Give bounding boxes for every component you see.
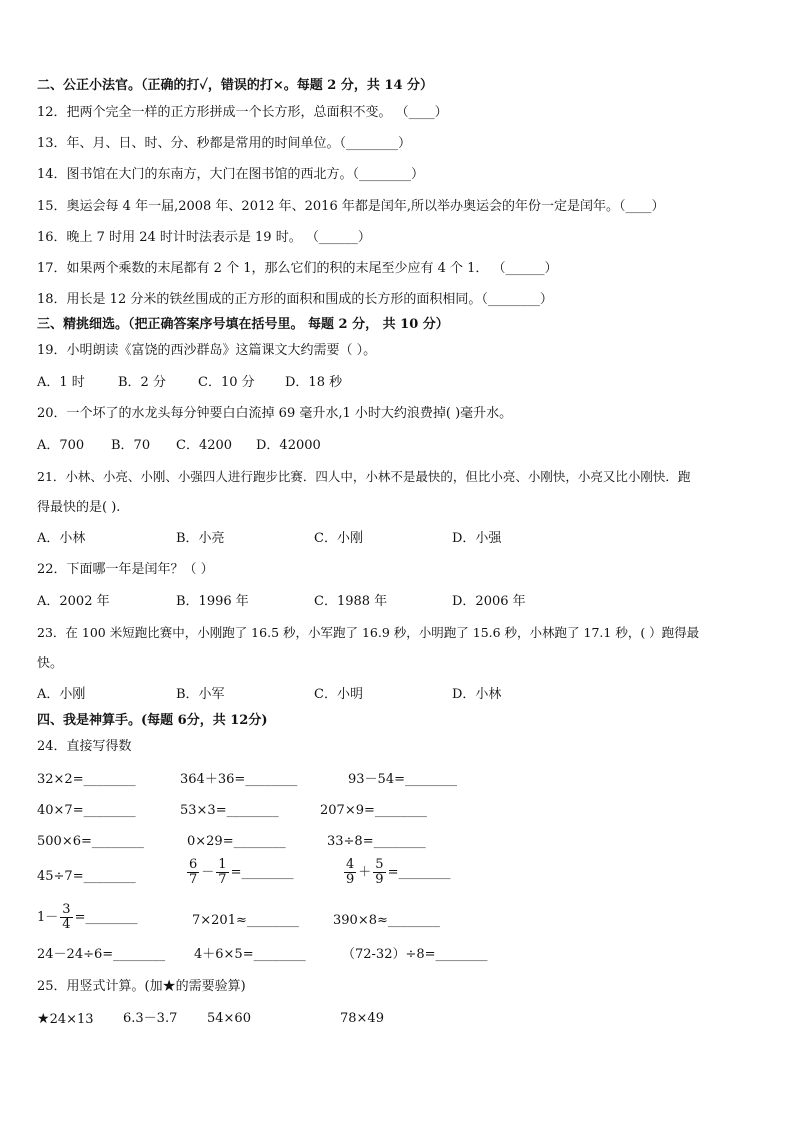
q23-option-d: D．小林: [452, 687, 502, 702]
q22-option-c: C．1988 年: [314, 594, 388, 609]
q19-option-c: C．10 分: [198, 375, 255, 390]
q20-option-d: D．42000: [256, 438, 321, 453]
question-23-line1: 23．在 100 米短跑比赛中，小刚跑了 16.5 秒，小军跑了 16.9 秒，小明跑了 15.6 秒，小林跑了 17.1 秒，( ）跑得最: [37, 625, 700, 640]
question-13: 13．年、月、日、时、分、秒都是常用的时间单位。（________）: [37, 136, 412, 151]
question-12: 12．把两个完全一样的正方形拼成一个长方形，总面积不变。 （____）: [37, 105, 448, 120]
q21-option-b: B．小亮: [176, 531, 225, 546]
section4-title: 四、我是神算手。(每题 6分，共 12分): [37, 713, 268, 728]
question-15: 15．奥运会每 4 年一届,2008 年、2012 年、2016 年都是闰年,所以举办奥运会的年份一定是闰年。（____）: [37, 199, 665, 214]
calc-r5-b: 7×201≈________: [192, 913, 299, 928]
fraction: $\frac{1}{7}$: [218, 857, 227, 887]
question-22: 22．下面哪一年是闰年？（ ）: [37, 562, 214, 577]
question-21-line2: 得最快的是( ).: [37, 500, 121, 515]
vertical-calc-1: ★24×13: [37, 1011, 94, 1027]
q20-option-a: A．700: [37, 438, 85, 453]
q21-option-d: D．小强: [452, 531, 502, 546]
question-21-line1: 21．小林、小亮、小刚、小强四人进行跑步比赛．四人中，小林不是最快的，但比小亮、小刚快，小亮又比小刚快．跑: [37, 469, 691, 484]
star-icon: ★: [37, 1011, 50, 1027]
fraction: $\frac{3}{4}$: [62, 902, 71, 932]
section3-title: 三、精挑细选。（把正确答案序号填在括号里。 每题 2 分， 共 10 分）: [37, 317, 449, 332]
calc-r2-b: 53×3=________: [180, 803, 279, 818]
vertical-calc-2: 6.3－3.7: [123, 1011, 178, 1026]
calc-r5-a: 1－ $\frac{3}{4}$ =________: [37, 902, 138, 932]
calc-r3-c: 33÷8=________: [327, 834, 426, 849]
question-16: 16．晚上 7 时用 24 时计时法表示是 19 时。 （______）: [37, 230, 371, 245]
q20-option-c: C．4200: [176, 438, 233, 453]
fraction: $\frac{4}{9}$: [346, 857, 355, 887]
question-25-title: 25．用竖式计算。(加★的需要验算): [37, 979, 246, 994]
calc-r4-a: 45÷7=________: [37, 869, 136, 884]
calc-r3-a: 500×6=________: [37, 834, 144, 849]
section2-title: 二、公正小法官。（正确的打✓，错误的打×。每题 2 分，共 14 分）: [37, 78, 434, 93]
question-23-line2: 快。: [37, 656, 64, 671]
q23-option-a: A．小刚: [37, 687, 86, 702]
calc-r3-b: 0×29=________: [187, 834, 286, 849]
q19-option-d: D．18 秒: [285, 375, 343, 390]
q23-option-b: B．小军: [176, 687, 225, 702]
vertical-calc-3: 54×60: [207, 1011, 251, 1026]
q22-option-d: D．2006 年: [452, 594, 526, 609]
calc-r4-c: $\frac{4}{9}$ ＋ $\frac{5}{9}$ =________: [346, 857, 451, 887]
question-20: 20．一个坏了的水龙头每分钟要白白流掉 69 毫升水,1 小时大约浪费掉( )毫升水。: [37, 406, 513, 421]
question-14: 14．图书馆在大门的东南方，大门在图书馆的西北方。（________）: [37, 167, 425, 182]
q22-option-b: B．1996 年: [176, 594, 249, 609]
calc-r4-b: $\frac{6}{7}$ － $\frac{1}{7}$ =________: [189, 857, 294, 887]
question-17: 17．如果两个乘数的末尾都有 2 个 1，那么它们的积的末尾至少应有 4 个 1． （______）: [37, 261, 558, 276]
calc-r5-c: 390×8≈________: [333, 913, 440, 928]
q23-option-c: C．小明: [314, 687, 363, 702]
calc-r1-c: 93－54=________: [348, 772, 457, 787]
calc-r6-a: 24－24÷6=________: [37, 947, 166, 962]
calc-r1-b: 364＋36=________: [180, 772, 298, 787]
q21-option-a: A．小林: [37, 531, 86, 546]
calc-r1-a: 32×2=________: [37, 772, 136, 787]
q20-option-b: B．70: [111, 438, 151, 453]
q21-option-c: C．小刚: [314, 531, 363, 546]
q19-option-b: B．2 分: [118, 375, 166, 390]
calc-r2-a: 40×7=________: [37, 803, 136, 818]
q22-option-a: A．2002 年: [37, 594, 110, 609]
calc-r2-c: 207×9=________: [320, 803, 427, 818]
calc-r6-b: 4＋6×5=________: [194, 947, 306, 962]
question-18: 18．用长是 12 分米的铁丝围成的正方形的面积和围成的长方形的面积相同。（________）: [37, 292, 553, 307]
calc-r6-c: （72-32）÷8=________: [342, 947, 488, 962]
fraction: $\frac{6}{7}$: [189, 857, 198, 887]
vertical-calc-4: 78×49: [340, 1011, 384, 1026]
question-19: 19．小明朗读《富饶的西沙群岛》这篇课文大约需要（ ）。: [37, 343, 377, 358]
q19-option-a: A．1 时: [37, 375, 85, 390]
fraction: $\frac{5}{9}$: [375, 857, 384, 887]
question-24-title: 24．直接写得数: [37, 739, 132, 754]
